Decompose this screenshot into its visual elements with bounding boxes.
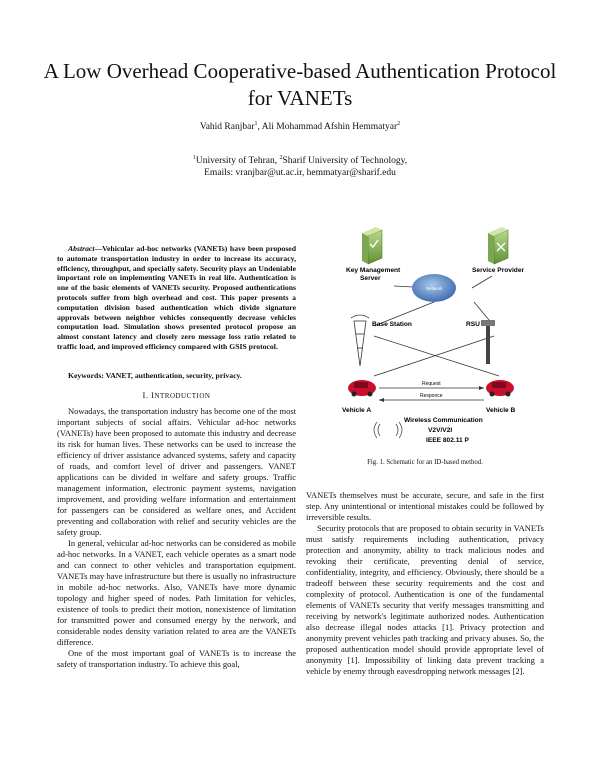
paragraph: In general, vehicular ad-hoc networks can be considered as mobile ad-hoc networks. In a VANET, each vehicle operates as a smart node and can connect to other vehicles and transportation equipment. VANETs may have infrastructure but there is usually no infrastructure in mobile ad-hoc networks. Also, VANETs have more dynamic topology and higher speed of nodes. Path limitation for vehicles, existence of tools to predict their motion, nonexistence of limitation for transmitted power and consumed energy by the network, and considerable nodes density variation related to area are the VANETs difference. xyxy=(57,538,296,647)
author-affiliation-mark: 1 xyxy=(254,121,258,127)
vehicle-b-label: Vehicle B xyxy=(486,407,516,414)
service-provider-label: Service Provider xyxy=(472,267,525,274)
emails: Emails: vranjbar@ut.ac.ir, hemmatyar@sharif.edu xyxy=(204,168,396,179)
ieee-label: IEEE 802.11 P xyxy=(426,437,469,444)
author-affiliation-mark: 2 xyxy=(397,121,401,127)
keywords xyxy=(57,370,296,381)
key-management-label: Key Management xyxy=(346,267,401,274)
car-icon xyxy=(486,380,514,397)
section-title-rest: NTRODUCTION xyxy=(154,392,211,400)
server-icon xyxy=(488,227,508,264)
paper-title: A Low Overhead Cooperative-based Authentication Protocol for VANETs xyxy=(43,59,557,110)
section-title-initial: I xyxy=(151,390,155,400)
abstract-text: —Vehicular ad-hoc networks (VANETs) have been proposed to automate transportation industry in order to increase its accuracy, efficiency, throughput, and specially safety. Security plays an Undeniable important role on implementing VANETs in real life. Authentication is one of the basic elements of VANETs security. Proposed authentications protocols suffer from high overhead and cost. This paper presents a computation division based authentication which divide signature approvals between neighbor vehicles consequently decrease vehicles computation load. Simulation shows presented protocol propose an almost constant latency and closely zero message loss ratio related to traffic load, and improved efficiency compared with GSIS protocol. xyxy=(57,244,296,351)
wireless-label: Wireless Communication xyxy=(404,417,483,424)
introduction-body xyxy=(57,406,296,670)
affiliation-mark: 1 xyxy=(192,155,196,161)
paragraph: VANETs themselves must be accurate, secure, and safe in the first step. Any unintentional or intentional mistakes could be followed by irreversible results. xyxy=(306,490,544,522)
section-heading xyxy=(57,390,296,400)
base-station-tower-icon xyxy=(351,315,369,366)
right-column-body xyxy=(306,490,544,677)
abstract-label: Abstract xyxy=(68,244,95,253)
affiliation-2: Sharif University of Technology, xyxy=(282,156,408,167)
paragraph: One of the most important goal of VANETs is to increase the safety of transportation industry. To achieve this goal, xyxy=(57,648,296,669)
affiliation-mark: 2 xyxy=(279,155,283,161)
author-line: Vahid Ranjbar$^1$, Ali Mohammad Afshin Hemmatyar$^2$ xyxy=(199,121,401,133)
v2v-label: V2V/V2I xyxy=(428,427,453,434)
car-icon xyxy=(348,380,376,397)
author-name: Ali Mohammad Afshin Hemmatyar xyxy=(261,122,398,133)
network-label: Network xyxy=(426,286,443,291)
response-label: Responce xyxy=(420,393,443,399)
affiliation-1: University of Tehran, xyxy=(195,156,280,167)
figure-schematic xyxy=(334,226,534,454)
request-label: Request xyxy=(422,381,441,387)
server-label: Server xyxy=(360,275,381,282)
section-number: I. xyxy=(142,390,149,400)
wireless-signal-icon xyxy=(374,422,402,438)
base-station-label: Base Station xyxy=(372,321,412,328)
keywords-text: Keywords: VANET, authentication, security, privacy. xyxy=(68,371,242,380)
paragraph: Nowadays, the transportation industry has become one of the most important subjects of social affairs. Vehicular ad-hoc networks (VANETs) have been proposed to automate this industry and decrease its risk for human lives. These networks can be used to increase the efficiency of driver assistance advanced systems, safety and capacity of roads, and comfort level of driver and passengers. VANET applications can be divided in welfare and safety groups. Traffic management information, electronic payment systems, navigation improvement, and providing welfare information and entertainment for passengers can be considered as welfare ones, and Accident preventing and collaboration with relief and security vehicles are the safety group. xyxy=(57,406,296,537)
vehicle-a-label: Vehicle A xyxy=(342,407,372,414)
paragraph: Security protocols that are proposed to obtain security in VANETs must satisfy requirements including authentication, privacy protection and anonymity, ability to track malicious nodes and revoking their certificate, preventing denial of service, confidentiality, integrity, and efficiency. Obviously, there should be a tradeoff between these security requirements and the cost and complexity of protocol. Authentication is one of the fundamental elements of VANETs security that verify messages transmitting and receiving by network's legitimate authorized nodes. Authentication also decrease illegal nodes attacks [1]. Privacy protection and anonymity prevent vehicles path tracking and privacy abuses. So, the proposed authentication model should provide appropriate level of anonymity [1]. Impossibility of linking data prevent tracking a vehicle by enemy through eavesdropping network messages [2]. xyxy=(306,523,544,676)
abstract xyxy=(57,244,296,352)
server-icon xyxy=(362,227,382,264)
rsu-icon xyxy=(481,320,495,364)
rsu-label: RSU xyxy=(466,321,480,328)
author-name: Vahid Ranjbar xyxy=(199,122,255,133)
figure-caption: Fig. 1. Schematic for an ID-based method. xyxy=(367,459,483,466)
affiliations xyxy=(0,152,600,179)
